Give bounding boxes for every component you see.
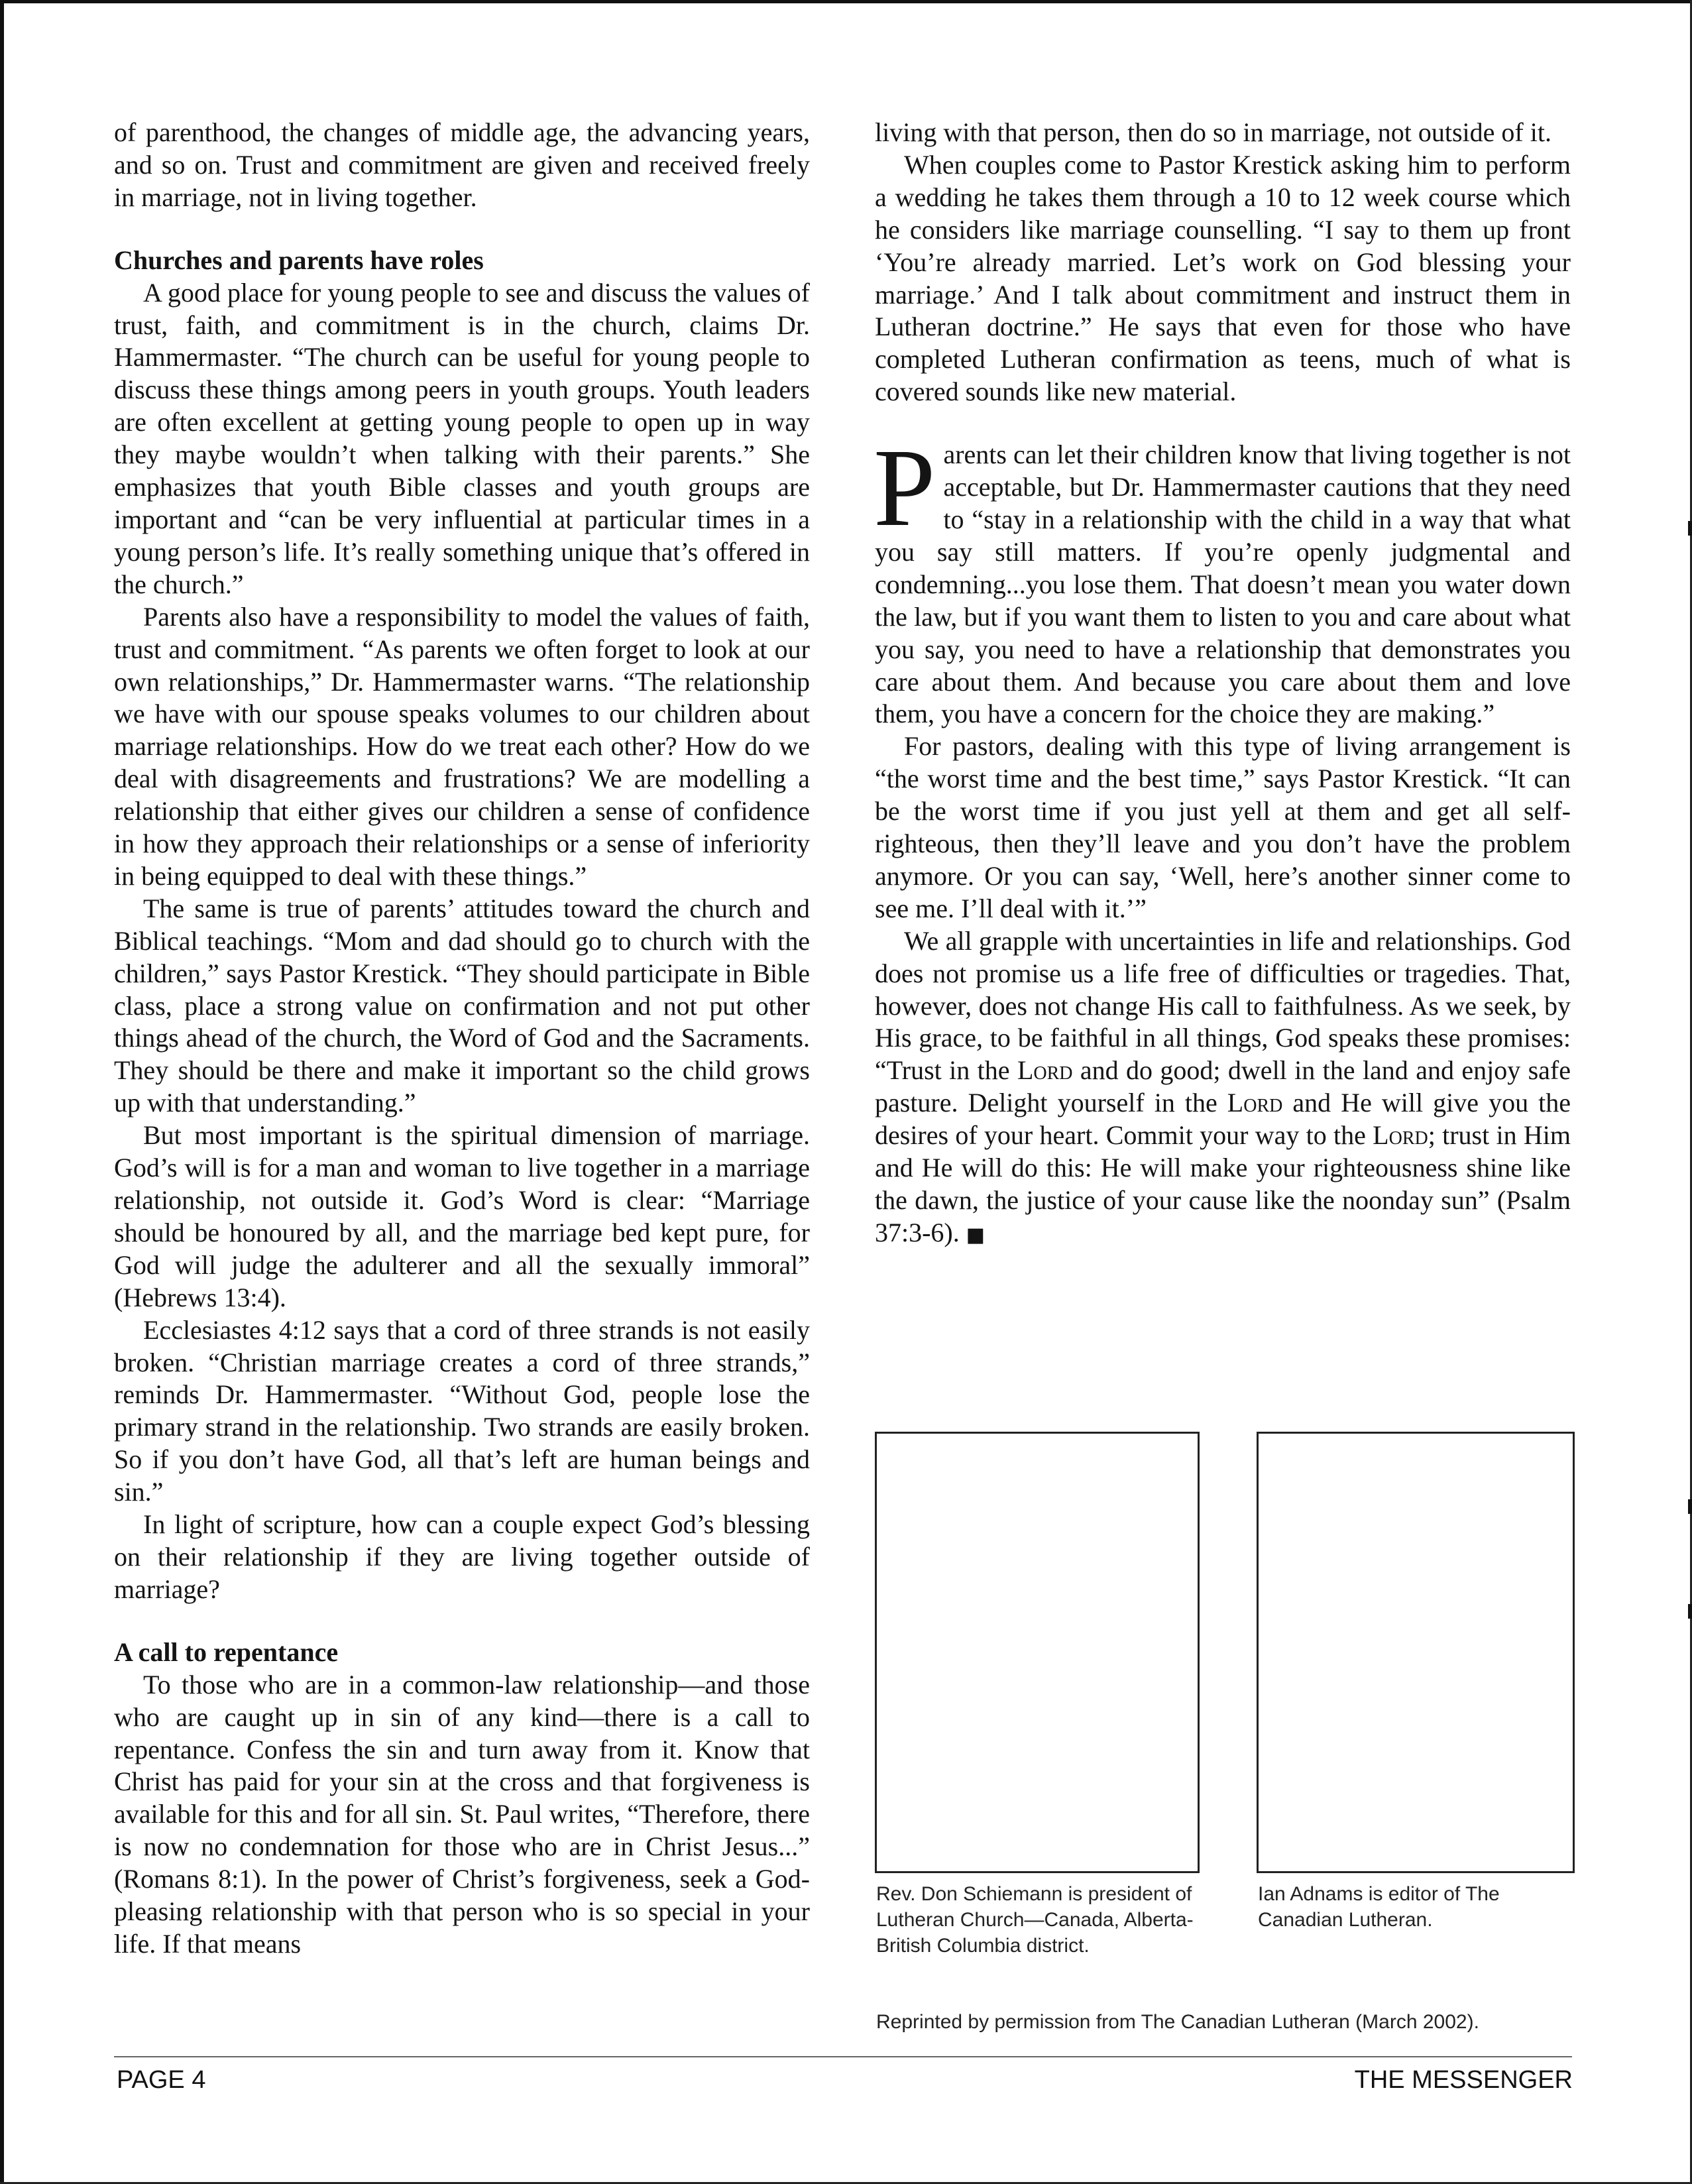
paragraph: For pastors, dealing with this type of living arrangement is “the worst time and the best time,” says Pastor Krestick. “It can be the worst time if you just yell at them and get all self-righteous, then they’ll leave and you don’t have the problem anymore. Or you can say, ‘Well, here’s another sinner come to see me. I’ll deal with it.’” [875, 731, 1571, 923]
author-caption: Ian Adnams is editor of The Canadian Lutheran. [1258, 1883, 1500, 1931]
paragraph: Ecclesiastes 4:12 says that a cord of three strands is not easily broken. “Christian marriage creates a cord of three strands,” reminds Dr. Hammermaster. “Without God, people lose the primary strand in the relationship. Two strands are easily broken. So if you don’t have God, all that’s left are human beings and sin.” [114, 1314, 810, 1507]
small-caps-word: Lord [1017, 1055, 1073, 1086]
text-run: We all grapple with uncertainties in life and relationships. God does not promise us a life free of difficulties or tragedies. That, however, does not change His call to faithfulness. As we seek, by His grace, to be faithful in all things, God speaks these promises: “Trust in the [875, 925, 1571, 1086]
right-column [875, 117, 1571, 1252]
section-gap [114, 214, 810, 245]
author-photo-placeholder [1257, 1432, 1575, 1873]
paragraph-text: arents can let their children know that living together is not acceptable, but Dr. Hammermaster cautions that they need to “stay in a relationship with the child in a way that what you say still matters. If you’re openly judgmental and condemning...you lose them. That doesn’t mean you water down the law, but if you want them to listen to you and care about what you say, you need to have a relationship that demonstrates you care about them. And because you care about them and love them, you have a concern for the choice they are making.” [875, 439, 1571, 729]
scan-edge-top [0, 0, 1692, 3]
paragraph: When couples come to Pastor Krestick asking him to perform a wedding he takes them through a 10 to 12 week course which he considers like marriage counselling. “I say to them up front ‘You’re already married. Let’s work on God blessing your marriage.’ And I talk about commitment and instruct them in Lutheran doctrine.” He says that even for those who have completed Lutheran confirmation as teens, much of what is covered sounds like new material. [875, 149, 1571, 407]
paragraph: living with that person, then do so in marriage, not outside of it. [875, 117, 1551, 147]
footer-rule [114, 2056, 1572, 2057]
scan-tick-mark [1688, 521, 1692, 536]
author-caption: Rev. Don Schiemann is president of Lutheran Church—Canada, Alberta-British Columbia district. [876, 1883, 1194, 1957]
text-run: ; trust in Him and He will do this: He will make your righteousness shine like the dawn, the justice of your cause like the noonday sun” (Psalm 37:3-6). [875, 1120, 1571, 1247]
scan-edge-left [0, 0, 4, 2184]
scan-tick-mark [1688, 1499, 1692, 1514]
paragraph: The same is true of parents’ attitudes toward the church and Biblical teachings. “Mom and dad should go to church with the children,” says Pastor Krestick. “They should participate in Bible class, place a strong value on confirmation and not put other things ahead of the church, the Word of God and the Sacraments. They should be there and make it important so the child grows up with that understanding.” [114, 893, 810, 1118]
section-gap [875, 408, 1571, 439]
dropcap-paragraph [874, 426, 1571, 730]
paragraph: Parents also have a responsibility to model the values of faith, trust and commitment. “As parents we often forget to look at our own relationships,” Dr. Hammermaster warns. “The relationship we have with our spouse speaks volumes to our children about marriage relationships. How do we treat each other? How do we deal with disagreements and frustrations? We are modelling a relationship that either gives our children a sense of confidence in how they approach their relationships or a sense of inferiority in being equipped to deal with these things.” [114, 601, 810, 891]
section-gap [114, 1606, 810, 1637]
page-number: PAGE 4 [117, 2066, 206, 2094]
paragraph: But most important is the spiritual dimension of marriage. God’s will is for a man and woman to live together in a marriage relationship, not outside it. God’s Word is clear: “Marriage should be honoured by all, and the marriage bed kept pure, for God will judge the adulterer and all the sexually immoral” (Hebrews 13:4). [114, 1120, 810, 1312]
drop-cap-letter: P [874, 426, 936, 550]
small-caps-word: Lord [1373, 1120, 1428, 1151]
section-heading: A call to repentance [114, 1637, 339, 1667]
section-heading: Churches and parents have roles [114, 245, 484, 275]
paragraph: To those who are in a common-law relationship—and those who are caught up in sin of any kind—there is a call to repentance. Confess the sin and turn away from it. Know that Christ has paid for your sin at the cross and that forgiveness is available for this and for all sin. St. Paul writes, “Therefore, there is now no condemnation for those who are in Christ Jesus...” (Romans 8:1). In the power of Christ’s forgiveness, seek a God-pleasing relationship with that person who is so special in your life. If that means [114, 1669, 810, 1959]
paragraph [875, 925, 1571, 1252]
paragraph: A good place for young people to see and discuss the values of trust, faith, and commitment is in the church, claims Dr. Hammermaster. “The church can be useful for young people to discuss these things among peers in youth groups. Youth leaders are often excellent at getting young people to open up in way they maybe wouldn’t when talking with their parents.” She emphasizes that youth Bible classes and youth groups are important and “can be very influential at particular times in a young person’s life. It’s really something unique that’s offered in the church.” [114, 277, 810, 599]
left-column [114, 117, 810, 1961]
publication-name: THE MESSENGER [1354, 2066, 1573, 2094]
text-run: and He will give you the desires of your heart. Commit your way to the [875, 1088, 1571, 1151]
small-caps-word: Lord [1227, 1088, 1283, 1118]
paragraph: In light of scripture, how can a couple expect God’s blessing on their relationship if they are living together outside of marriage? [114, 1509, 810, 1604]
text-run: and do good; dwell in the land and enjoy safe pasture. Delight yourself in the [875, 1055, 1571, 1118]
reprint-notice: Reprinted by permission from The Canadian Lutheran (March 2002). [876, 2011, 1479, 2033]
scan-tick-mark [1688, 1604, 1692, 1619]
end-mark: ■ [966, 1223, 986, 1247]
author-photo-placeholder [875, 1432, 1200, 1873]
paragraph: of parenthood, the changes of middle age, the advancing years, and so on. Trust and commitment are given and received freely in marriage, not in living together. [114, 117, 810, 212]
